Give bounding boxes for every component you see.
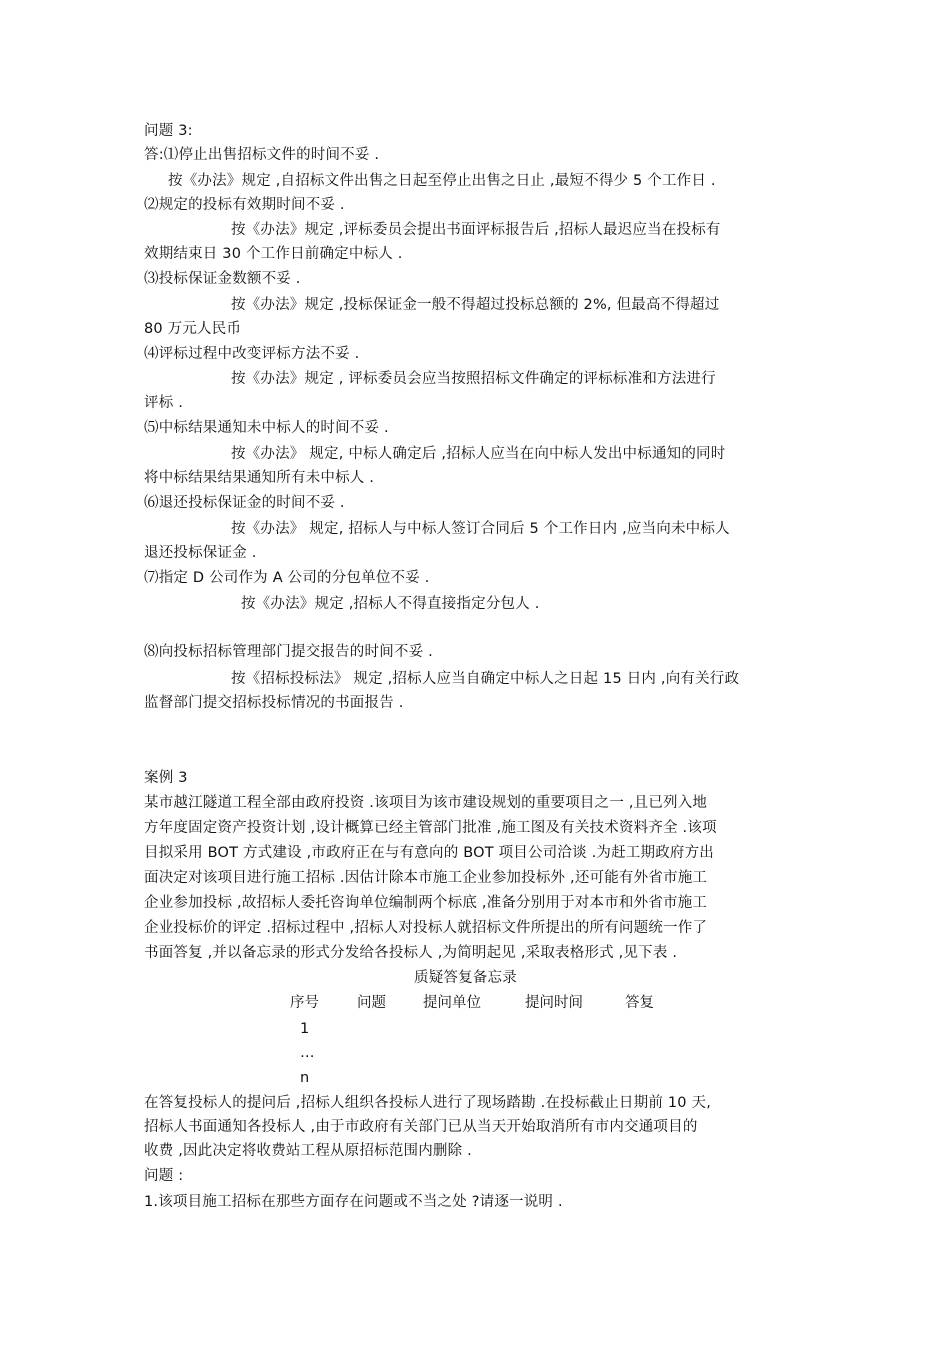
item4-detail-a: 按《办法》规定 , 评标委员会应当按照招标文件确定的评标标准和方法进行 bbox=[231, 371, 716, 387]
item3-detail-a: 按《办法》规定 ,投标保证金一般不得超过投标总额的 2%, 但最高不得超过 bbox=[231, 297, 720, 313]
item8-detail-a: 按《招标投标法》 规定 ,招标人应当自确定中标人之日起 15 日内 ,向有关行政 bbox=[231, 671, 740, 687]
question-3-heading: 问题 3: bbox=[144, 123, 193, 139]
item6-title: ⑹退还投标保证金的时间不妥 . bbox=[144, 495, 345, 511]
table-header-cell: 答复 bbox=[625, 995, 654, 1011]
case-3-heading: 案例 3 bbox=[144, 770, 188, 786]
case-para2-line: 招标人书面通知各投标人 ,由于市政府有关部门已从当天开始取消所有市内交通项目的 bbox=[144, 1119, 698, 1135]
questions-heading: 问题 : bbox=[144, 1168, 184, 1184]
table-header-cell: 提问时间 bbox=[525, 995, 583, 1011]
item6-detail-b: 退还投标保证金 . bbox=[144, 545, 257, 561]
case-para-line: 企业参加投标 ,故招标人委托咨询单位编制两个标底 ,准备分别用于对本市和外省市施工 bbox=[144, 895, 708, 911]
case-para-line: 面决定对该项目进行施工招标 .因估计除本市施工企业参加投标外 ,还可能有外省市施工 bbox=[144, 870, 708, 886]
table-title: 质疑答复备忘录 bbox=[414, 970, 517, 986]
table-header-cell: 提问单位 bbox=[423, 995, 481, 1011]
item2-title: ⑵规定的投标有效期时间不妥 . bbox=[144, 197, 345, 213]
item4-title: ⑷评标过程中改变评标方法不妥 . bbox=[144, 346, 360, 362]
table-header-cell: 问题 bbox=[357, 995, 386, 1011]
table-row-number: … bbox=[300, 1045, 315, 1061]
question-1: 1.该项目施工招标在那些方面存在问题或不当之处 ?请逐一说明 . bbox=[144, 1194, 563, 1210]
case-para-line: 某市越江隧道工程全部由政府投资 .该项目为该市建设规划的重要项目之一 ,且已列入地 bbox=[144, 795, 708, 811]
table-header-row bbox=[290, 993, 670, 1013]
item3-detail-b: 80 万元人民币 bbox=[144, 321, 242, 337]
table-row-number: 1 bbox=[300, 1021, 310, 1037]
item5-detail-a: 按《办法》 规定, 中标人确定后 ,招标人应当在向中标人发出中标通知的同时 bbox=[231, 446, 726, 462]
case-para-line: 目拟采用 BOT 方式建设 ,市政府正在与有意向的 BOT 项目公司洽谈 .为赶工期政府方出 bbox=[144, 845, 714, 861]
case-para2-line: 在答复投标人的提问后 ,招标人组织各投标人进行了现场踏勘 .在投标截止日期前 10 天, bbox=[144, 1095, 712, 1111]
item2-detail-b: 效期结束日 30 个工作日前确定中标人 . bbox=[144, 246, 403, 262]
item5-detail-b: 将中标结果结果通知所有未中标人 . bbox=[144, 470, 375, 486]
item8-detail-b: 监督部门提交招标投标情况的书面报告 . bbox=[144, 695, 404, 711]
case-para-line: 方年度固定资产投资计划 ,设计概算已经主管部门批准 ,施工图及有关技术资料齐全 .该项 bbox=[144, 820, 717, 836]
item6-detail-a: 按《办法》 规定, 招标人与中标人签订合同后 5 个工作日内 ,应当向未中标人 bbox=[231, 521, 730, 537]
item8-title: ⑻向投标招标管理部门提交报告的时间不妥 . bbox=[144, 644, 433, 660]
item1-detail: 按《办法》规定 ,自招标文件出售之日起至停止出售之日止 ,最短不得少 5 个工作日 . bbox=[168, 173, 716, 189]
table-row-number: n bbox=[300, 1070, 310, 1086]
case-para-line: 企业投标价的评定 .招标过程中 ,招标人对投标人就招标文件所提出的所有问题统一作了 bbox=[144, 920, 708, 936]
item7-detail: 按《办法》规定 ,招标人不得直接指定分包人 . bbox=[241, 596, 540, 612]
item4-detail-b: 评标 . bbox=[144, 395, 184, 411]
item7-title: ⑺指定 D 公司作为 A 公司的分包单位不妥 . bbox=[144, 570, 430, 586]
item5-title: ⑸中标结果通知未中标人的时间不妥 . bbox=[144, 420, 389, 436]
table-header-cell: 序号 bbox=[290, 995, 319, 1011]
item3-title: ⑶投标保证金数额不妥 . bbox=[144, 271, 301, 287]
answer-intro: 答:⑴停止出售招标文件的时间不妥 . bbox=[144, 147, 380, 163]
case-para2-line: 收费 ,因此决定将收费站工程从原招标范围内删除 . bbox=[144, 1143, 472, 1159]
item2-detail-a: 按《办法》规定 ,评标委员会提出书面评标报告后 ,招标人最迟应当在投标有 bbox=[231, 222, 721, 238]
case-para-line: 书面答复 ,并以备忘录的形式分发给各投标人 ,为简明起见 ,采取表格形式 ,见下表 . bbox=[144, 945, 678, 961]
